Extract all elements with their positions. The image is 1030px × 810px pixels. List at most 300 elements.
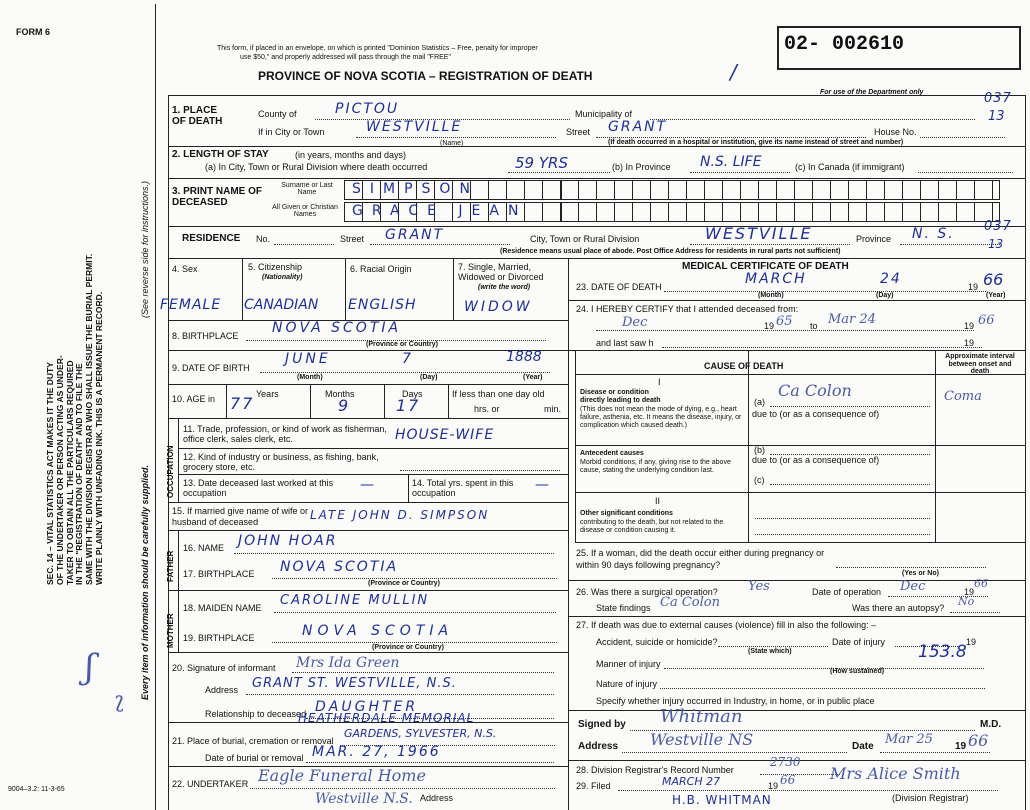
last-saw-line [662, 347, 982, 348]
residence-street-line [370, 244, 510, 245]
antecedent-sub: Morbid conditions, if any, giving rise to the above cause, stating the underlying condition last. [580, 459, 731, 475]
mother-birthplace-value: NOVA SCOTIA [302, 623, 454, 639]
name-cell-divider [812, 181, 813, 199]
last-saw-year-prefix: 19 [964, 338, 975, 348]
birthplace-sub: (Province or Country) [366, 341, 438, 348]
pregnancy-line [836, 567, 986, 568]
col-line [453, 258, 454, 320]
dob-day-note: (Day) [420, 374, 438, 381]
residence-code-1: 037 [984, 219, 1012, 234]
side-note-reverse: (See reverse side for instructions.) [140, 180, 150, 318]
cause-a-value: Ca Colon [778, 381, 852, 400]
name-cell-divider [740, 203, 741, 221]
industry-label: 12. Kind of industry or business, as fishing, bank, grocery store, etc. [183, 452, 379, 473]
spouse-value: LATE JOHN D. SIMPSON [310, 508, 490, 522]
cert-date-value: Mar 25 [885, 732, 933, 747]
street-value: GRANT [608, 119, 668, 135]
name-cell-divider [956, 181, 957, 199]
age-years-value: 77 [230, 394, 255, 413]
name-cell-divider [938, 203, 939, 221]
col-line [408, 474, 409, 502]
row-line [168, 502, 568, 503]
dob-year: 1888 [506, 349, 542, 365]
col-line [575, 350, 576, 542]
md-label: M.D. [980, 719, 1002, 730]
mother-birthplace-line [272, 642, 557, 643]
op-date-value: Dec [900, 579, 926, 594]
autopsy-label: Was there an autopsy? [852, 603, 945, 613]
to-value: Mar 24 [828, 312, 876, 327]
residence-street-value: GRANT [385, 227, 445, 243]
cause-b-label: (b) [754, 445, 765, 455]
birthplace-label: 8. BIRTHPLACE [172, 331, 239, 341]
name-cell-divider [758, 181, 759, 199]
cause-a-line [770, 406, 930, 407]
name-cell-divider [884, 181, 885, 199]
burial-place-line2: GARDENS, SYLVESTER, N.S. [344, 727, 497, 740]
specify-label: Specify whether injury occurred in Industry, in home, or in public place [596, 696, 875, 706]
surgery-value: Yes [748, 579, 770, 594]
residence-city-value: WESTVILLE [705, 224, 813, 243]
name-cell-divider [488, 181, 489, 199]
residence-label: RESIDENCE [182, 233, 241, 244]
name-cell-divider [722, 181, 723, 199]
name-cell-divider [632, 181, 633, 199]
op-date-label: Date of operation [812, 587, 882, 597]
name-cell-divider [668, 181, 669, 199]
municipality-line [650, 119, 975, 120]
death-month-note: (Month) [758, 292, 784, 299]
last-saw-label: and last saw h [596, 338, 654, 348]
informant-sig-label: 20. Signature of informant [172, 663, 276, 673]
name-cell-divider [974, 203, 975, 221]
name-cell-divider [866, 181, 867, 199]
undertaker-line [250, 788, 555, 789]
row-line [168, 178, 1026, 179]
city-value: WESTVILLE [366, 119, 463, 135]
residence-city-line [690, 244, 850, 245]
cause-c-label: (c) [754, 475, 765, 485]
given-value: GRACE JEAN [352, 203, 528, 219]
dob-day: 7 [402, 351, 413, 367]
house-line [920, 137, 1005, 138]
racial-value: ENGLISH [348, 297, 417, 313]
citizenship-value: CANADIAN [244, 297, 319, 313]
col-line [242, 258, 243, 320]
informant-address-line [246, 694, 554, 695]
accident-label: Accident, suicide or homicide? [596, 637, 718, 647]
col-line [448, 384, 449, 418]
row-line [178, 474, 568, 475]
from-year-prefix: 19 [764, 321, 775, 331]
trade-value: HOUSE-WIFE [395, 427, 495, 443]
cert-date-label: Date [852, 741, 874, 752]
residence-province-line [900, 244, 1000, 245]
father-side-label: FATHER [166, 550, 175, 582]
mail-notice-2: use $50," and properly addressed will pass through the mail "FREE" [240, 54, 451, 61]
name-cell-divider [686, 181, 687, 199]
cause-of-death-title: CAUSE OF DEATH [704, 361, 784, 371]
burial-place-line1: HEATHERDALE MEMORIAL [298, 711, 475, 725]
municipality-label: Municipality of [575, 109, 633, 119]
col-line [935, 350, 936, 542]
interval-label: Approximate interval between onset and death [945, 353, 1015, 376]
stay-a-value: 59 YRS [515, 154, 568, 172]
name-cell-divider [650, 181, 651, 199]
name-cell-divider [740, 181, 741, 199]
record-value: 2730 [770, 755, 801, 769]
injury-date-label: Date of injury [832, 637, 886, 647]
name-cell-divider [650, 203, 651, 221]
informant-address-value: GRANT ST. WESTVILLE, N.S. [252, 676, 457, 691]
days-label: Days [402, 389, 423, 399]
surname-value: SIMPSON [352, 181, 479, 197]
name-cell-divider [938, 181, 939, 199]
death-year-prefix: 19 [968, 282, 979, 292]
burial-date-value: MAR. 27, 1966 [312, 744, 441, 760]
undertaker-address-value: Westville N.S. [315, 791, 413, 807]
record-label: 28. Division Registrar's Record Number [576, 765, 734, 775]
disease-label: Disease or condition directly leading to death [580, 389, 661, 405]
place-of-death-label: 1. PLACE OF DEATH [172, 105, 223, 127]
residence-street-label: Street [340, 234, 365, 244]
col-line [345, 258, 346, 320]
op-year: 66 [974, 577, 988, 590]
row-line [575, 492, 1026, 493]
name-cell-divider [794, 203, 795, 221]
to-year-prefix: 19 [964, 321, 975, 331]
name-cell-divider [848, 203, 849, 221]
how-sustained-note: (How sustained) [830, 668, 885, 675]
name-cell-divider [830, 203, 831, 221]
marital-label: 7. Single, Married, Widowed or Divorced [458, 262, 544, 282]
undertaker-value: Eagle Funeral Home [258, 766, 426, 785]
name-cell-divider [578, 203, 579, 221]
name-note: (Name) [440, 140, 464, 147]
name-cell-divider [956, 203, 957, 221]
row-line [568, 616, 1026, 617]
name-cell-divider [686, 203, 687, 221]
burial-date-line [306, 762, 554, 763]
death-year-note: (Year) [986, 292, 1006, 299]
dob-month-note: (Month) [297, 374, 323, 381]
signed-by-label: Signed by [578, 719, 626, 730]
cert-year-prefix: 19 [955, 741, 967, 752]
left-margin-line [155, 4, 156, 810]
mother-birthplace-label: 19. BIRTHPLACE [183, 633, 255, 643]
name-cell-divider [902, 203, 903, 221]
length-of-stay-sub: (in years, months and days) [295, 150, 407, 160]
nature-label: Nature of injury [596, 679, 658, 689]
relationship-label: Relationship to deceased [205, 709, 307, 719]
medical-title: MEDICAL CERTIFICATE OF DEATH [682, 261, 849, 272]
informant-signature: Mrs Ida Green [296, 655, 400, 671]
op-year-prefix: 19 [964, 587, 975, 597]
father-birthplace-value: NOVA SCOTIA [280, 559, 399, 575]
margin-scribble-2: ʅ [114, 688, 125, 713]
death-date-line [664, 291, 986, 292]
stay-c-label: (c) In Canada (if immigrant) [795, 162, 905, 172]
relationship-value: DAUGHTER [315, 699, 419, 715]
months-label: Months [325, 389, 355, 399]
other-label: Other significant conditions [580, 510, 673, 517]
last-worked-label: 13. Date deceased last worked at this occupation [183, 478, 334, 499]
street-line [596, 137, 866, 138]
mail-notice-1: This form, if placed in an envelope, on which is printed "Dominion Statistics – Free, penalty for improper [217, 45, 538, 52]
burial-date-label: Date of burial or removal [205, 753, 304, 763]
row-line [568, 350, 1026, 351]
to-label: to [810, 321, 818, 331]
stay-b-line [690, 172, 790, 173]
stay-b-label: (b) In Province [612, 162, 671, 172]
other-line-1 [755, 518, 930, 519]
printed-doctor-name: H.B. WHITMAN [672, 793, 772, 807]
age-label: 10. AGE in [172, 394, 216, 404]
age-days-value: 17 [396, 396, 421, 415]
name-cell-divider [632, 203, 633, 221]
row-line [168, 530, 568, 531]
name-cell-divider [884, 203, 885, 221]
manner-line [664, 668, 984, 669]
residence-no-line [274, 244, 334, 245]
racial-label: 6. Racial Origin [350, 264, 412, 274]
mother-maiden-label: 18. MAIDEN NAME [183, 603, 262, 613]
from-value: Dec [622, 315, 648, 330]
autopsy-value: No [958, 595, 975, 608]
cert-year: 66 [968, 731, 989, 750]
dob-line [260, 372, 550, 373]
row-line [168, 418, 568, 419]
name-cell-divider [668, 203, 669, 221]
row-line [168, 146, 1026, 147]
tick-mark: / [730, 60, 737, 84]
less-than-day-label: If less than one day old [452, 389, 545, 399]
undertaker-label: 22. UNDERTAKER [172, 779, 249, 789]
row-line [568, 300, 1026, 301]
injury-year-prefix: 19 [966, 637, 977, 647]
surname-label: Surname or Last Name [281, 182, 333, 196]
to-year: 66 [978, 313, 995, 328]
name-cell-divider [758, 203, 759, 221]
name-cell-divider [704, 181, 705, 199]
name-cell-divider [920, 181, 921, 199]
industry-line [400, 470, 560, 471]
dob-year-note: (Year) [523, 374, 543, 381]
sex-label: 4. Sex [172, 264, 198, 274]
city-label: If in City or Town [258, 127, 325, 137]
name-cell-divider [794, 181, 795, 199]
mother-birthplace-sub: (Province or Country) [372, 644, 444, 651]
print-name-label: 3. PRINT NAME OF DECEASED [172, 186, 263, 208]
stay-b-value: N.S. LIFE [700, 154, 762, 170]
margin-scribble: ʃ [85, 647, 95, 687]
dept-use-label: For use of the Department only [820, 89, 924, 96]
father-name-line [234, 553, 554, 554]
mother-maiden-value: CAROLINE MULLIN [280, 593, 430, 608]
from-year: 65 [776, 314, 793, 329]
occupation-side-label: OCCUPATION [166, 445, 175, 498]
burial-place-label: 21. Place of burial, cremation or removal [172, 736, 334, 746]
row-line [568, 710, 1026, 711]
row-line [178, 590, 568, 591]
age-months-value: 9 [338, 396, 351, 415]
row-line [168, 226, 1026, 227]
findings-label: State findings [596, 603, 651, 613]
name-cell-divider [866, 203, 867, 221]
min-label: min. [544, 404, 562, 414]
father-birthplace-label: 17. BIRTHPLACE [183, 569, 255, 579]
yes-no-note: (Yes or No) [902, 570, 939, 577]
filed-year-prefix: 19 [768, 781, 779, 791]
filed-label: 29. Filed [576, 781, 611, 791]
state-which-note: (State which) [748, 648, 792, 655]
form-title: PROVINCE OF NOVA SCOTIA – REGISTRATION OF DEATH [258, 69, 593, 83]
interval-a-value: Coma [944, 389, 982, 404]
residence-note: (Residence means usual place of abode. Post Office Address for residents in rural parts not sufficient) [500, 248, 841, 255]
form-footer: 9004–3.2: 11-3-65 [8, 786, 65, 793]
manner-code: 153.8 [918, 642, 967, 662]
certify-label: 24. I HEREBY CERTIFY that I attended deceased from: [576, 304, 799, 314]
trade-label: 11. Trade, profession, or kind of work as fisherman, office clerk, sales clerk, etc. [183, 424, 387, 445]
col-line [178, 418, 179, 502]
death-day-note: (Day) [876, 292, 894, 299]
name-cell-divider [614, 203, 615, 221]
row-line [568, 580, 1026, 581]
stay-c-line [918, 172, 1013, 173]
record-line [760, 774, 840, 775]
death-year: 66 [983, 270, 1004, 289]
name-cell-divider [596, 181, 597, 199]
name-cell-divider [776, 203, 777, 221]
name-cell-divider [560, 203, 561, 221]
house-label: House No. [874, 127, 917, 137]
street-label: Street [566, 127, 591, 137]
name-cell-divider [560, 181, 561, 199]
row-line [168, 652, 568, 653]
col-line [226, 384, 227, 418]
name-cell-divider [902, 181, 903, 199]
name-cell-divider [704, 203, 705, 221]
name-cell-divider [596, 203, 597, 221]
manner-label: Manner of injury [596, 659, 661, 669]
name-cell-divider [578, 181, 579, 199]
residence-no-label: No. [256, 234, 271, 244]
autopsy-line [950, 612, 1000, 613]
row-line [575, 445, 1026, 446]
doctor-address-value: Westville NS [650, 730, 754, 749]
informant-address-label: Address [205, 685, 239, 695]
disease-sub: (This does not mean the mode of dying, e.g., heart failure, asthenia, etc. It means the disease, injury, or complication which caused death.) [580, 406, 742, 430]
spouse-label: 15. If married give name of wife or husband of deceased [172, 506, 309, 527]
due-to-b: due to (or as a consequence of) [752, 455, 880, 465]
residence-city-label: City, Town or Rural Division [530, 234, 640, 244]
death-month: MARCH [745, 271, 807, 287]
citizenship-label: 5. Citizenship [248, 262, 303, 272]
name-cell-divider [524, 181, 525, 199]
external-label: 27. If death was due to external causes (violence) fill in also the following: – [576, 620, 877, 630]
registration-number: 02- 002610 [784, 33, 905, 56]
side-note-carefully: Every item of information should be carefully supplied. [140, 464, 150, 700]
years-label: Years [256, 389, 279, 399]
pregnancy-label: 25. If a woman, did the death occur either during pregnancy or within 90 days following pregnancy? [576, 548, 825, 570]
dept-code-1: 037 [984, 91, 1012, 106]
residence-province-value: N. S. [912, 226, 955, 242]
form-number: FORM 6 [16, 27, 51, 37]
col-line [178, 530, 179, 652]
registrar-signature: Mrs Alice Smith [830, 764, 961, 783]
marital-value: WIDOW [464, 299, 533, 315]
father-name-label: 16. NAME [183, 543, 225, 553]
side-instructions: SEC. 14 – VITAL STATISTICS ACT MAKES IT THE DUTY OF THE UNDERTAKER OR PERSON ACTING AS UNDER- TAKER TO OBTAIN ALL THE PARTICULARS REQUIRED IN THE "REGISTRATION OF DEATH" AND TO FILE THE SAME WITH THE DIVISION REGISTRAR WHO SHALL ISSUE THE BURIAL PERMIT. WRITE PLAINLY WITH UNFADING INK. THIS IS A PERMANENT RECORD. [45, 253, 104, 585]
row-line [168, 258, 1026, 259]
name-cell-divider [992, 181, 993, 199]
hospital-note: (If death occurred in a hospital or institution, give its name instead of street and number) [608, 139, 904, 146]
col-line [310, 384, 311, 418]
dob-label: 9. DATE OF BIRTH [172, 363, 250, 373]
due-to-a: due to (or as a consequence of) [752, 409, 880, 419]
roman-1: I [658, 377, 661, 387]
doctor-address-label: Address [578, 741, 619, 752]
findings-value: Ca Colon [660, 595, 720, 610]
undertaker-address-label: Address [420, 793, 454, 803]
cert-date-line [880, 752, 990, 753]
city-line [356, 137, 556, 138]
name-cell-divider [812, 203, 813, 221]
surgery-label: 26. Was there a surgical operation? [576, 587, 718, 597]
informant-sig-line [292, 672, 554, 673]
name-cell-divider [542, 203, 543, 221]
county-label: County of [258, 109, 297, 119]
hrs-label: hrs. or [474, 404, 500, 414]
county-value: PICTOU [335, 101, 400, 117]
given-label: All Given or Christian Names [272, 204, 338, 218]
row-line [168, 384, 568, 385]
cause-a-label: (a) [754, 397, 765, 407]
birthplace-value: NOVA SCOTIA [272, 320, 402, 336]
name-cell-divider [830, 181, 831, 199]
mother-maiden-line [274, 612, 556, 613]
col-line [384, 384, 385, 418]
mother-side-label: MOTHER [166, 613, 175, 648]
col-line [748, 350, 749, 542]
signed-by-value: Whitman [660, 706, 743, 727]
filed-value: MARCH 27 [662, 775, 721, 788]
name-cell-divider [776, 181, 777, 199]
doctor-address-line [622, 752, 847, 753]
sex-value: FEMALE [160, 297, 222, 313]
total-years-dash: — [535, 477, 549, 493]
cause-c-line [770, 484, 930, 485]
frame-right [1025, 95, 1026, 810]
row-line [178, 448, 568, 449]
residence-code-2: 13 [988, 237, 1004, 251]
center-divider [568, 258, 569, 810]
dob-month: JUNE [285, 351, 331, 367]
marital-sub: (write the word) [478, 284, 531, 291]
father-birthplace-line [272, 578, 557, 579]
name-cell-divider [848, 181, 849, 199]
father-name-value: JOHN HOAR [238, 533, 338, 549]
name-cell-divider [920, 203, 921, 221]
total-years-label: 14. Total yrs. spent in this occupation [412, 478, 514, 499]
roman-2: II [655, 496, 661, 506]
other-line-2 [755, 534, 930, 535]
filed-line [618, 790, 998, 791]
name-cell-divider [614, 181, 615, 199]
stay-a-label: (a) In City, Town or Rural Division where death occurred [205, 162, 428, 172]
death-date-label: 23. DATE OF DEATH [576, 282, 662, 292]
name-cell-divider [506, 181, 507, 199]
